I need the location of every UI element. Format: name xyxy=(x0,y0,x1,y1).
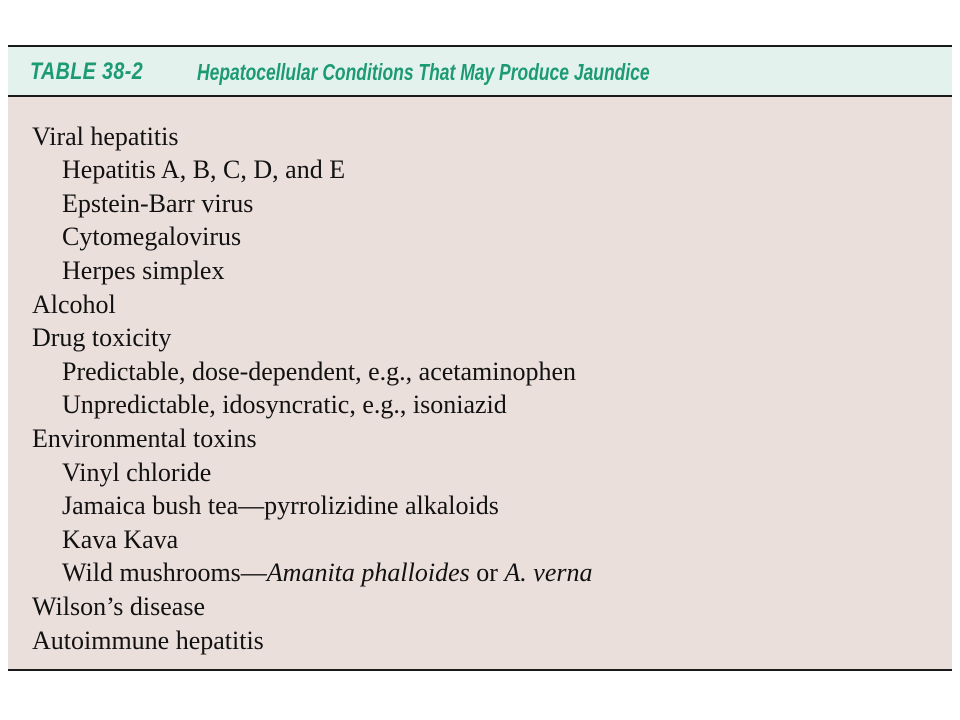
table-row: Viral hepatitis xyxy=(32,122,179,151)
row-text-segment-italic: Amanita phalloides xyxy=(266,558,470,587)
table-row: Autoimmune hepatitis xyxy=(32,626,264,655)
row-text-segment: or xyxy=(469,558,505,587)
table-container xyxy=(8,45,952,671)
table-row: Wilson’s disease xyxy=(32,592,205,621)
table-title: Hepatocellular Conditions That May Produce Jaundice xyxy=(197,59,650,85)
table-row: Herpes simplex xyxy=(62,256,225,285)
table-header xyxy=(8,47,952,97)
table-row: Drug toxicity xyxy=(32,323,172,352)
row-text-segment: Wild mushrooms— xyxy=(62,558,267,587)
table-row: Vinyl chloride xyxy=(62,458,212,487)
table-row: Environmental toxins xyxy=(32,424,257,453)
row-text-segment-italic: A. verna xyxy=(504,558,593,587)
table-row: Epstein-Barr virus xyxy=(62,189,254,218)
table-row: Kava Kava xyxy=(62,525,179,554)
table-row: Jamaica bush tea—pyrrolizidine alkaloids xyxy=(62,491,499,520)
table-row: Hepatitis A, B, C, D, and E xyxy=(62,155,346,184)
table-row: Cytomegalovirus xyxy=(62,222,242,251)
table-row: Unpredictable, idosyncratic, e.g., isoniazid xyxy=(62,390,507,419)
table-row: Alcohol xyxy=(32,290,116,319)
table-row xyxy=(62,558,593,588)
table-number: TABLE 38-2 xyxy=(30,58,144,85)
table-row: Predictable, dose-dependent, e.g., acetaminophen xyxy=(62,357,577,386)
